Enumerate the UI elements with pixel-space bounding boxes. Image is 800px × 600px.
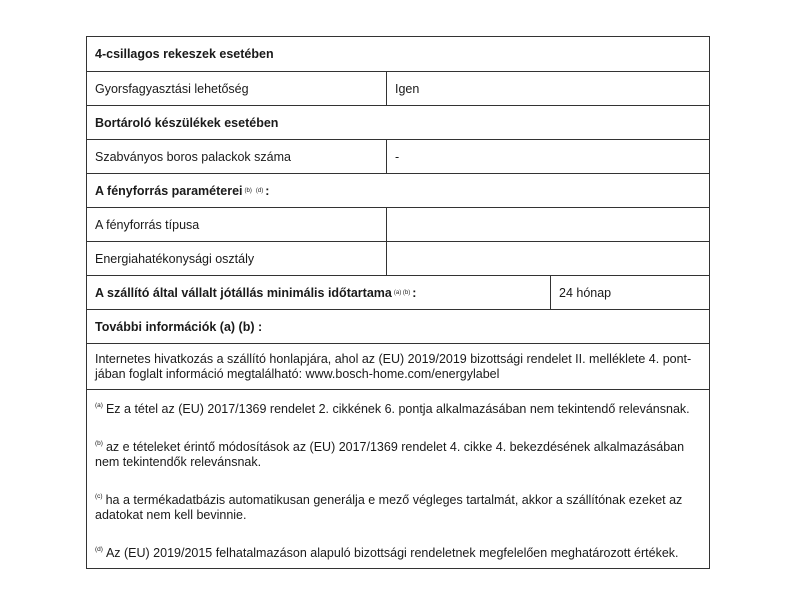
footnote-a bbox=[95, 398, 701, 417]
more-info-heading-row bbox=[87, 309, 709, 343]
light-heading-cell bbox=[87, 174, 709, 207]
light-heading-suffix: : bbox=[265, 183, 270, 198]
light-heading-row bbox=[87, 173, 709, 207]
warranty-label-cell bbox=[87, 276, 551, 309]
wine-heading: Bortároló készülékek esetében bbox=[95, 115, 279, 130]
warranty-label: A szállító által vállalt jótállás minimális időtartama bbox=[95, 285, 392, 300]
four-star-heading-row bbox=[87, 37, 709, 71]
four-star-heading: 4-csillagos rekeszek esetében bbox=[95, 47, 274, 61]
more-info-heading: További információk (a) (b) : bbox=[95, 319, 263, 334]
fast-freeze-value: Igen bbox=[395, 81, 420, 96]
footnote-b-mark: (b) bbox=[95, 440, 103, 447]
footnote-b bbox=[95, 436, 701, 470]
internet-info-text: Internetes hivatkozás a szállító honlapjára, ahol az (EU) 2019/2019 bizottsági rendelet II. melléklete 4. pont-jában foglalt információ megtalálható: www.bosch-home.com/energylabel bbox=[95, 352, 692, 381]
footnote-d-mark: (d) bbox=[95, 546, 103, 553]
light-type-row bbox=[87, 207, 709, 241]
energy-class-label: Energiahatékonysági osztály bbox=[87, 242, 387, 275]
bottles-label: Szabványos boros palackok száma bbox=[87, 140, 387, 173]
warranty-suffix: : bbox=[412, 285, 417, 300]
footnote-a-mark: (a) bbox=[95, 402, 103, 409]
fast-freeze-label: Gyorsfagyasztási lehetőség bbox=[87, 72, 387, 105]
bottles-row bbox=[87, 139, 709, 173]
footnote-c-mark: (c) bbox=[95, 493, 103, 500]
light-footnote-ref-b: (b) bbox=[244, 187, 252, 194]
fast-freeze-row bbox=[87, 71, 709, 105]
footnote-b-text: az e tételeket érintő módosítások az (EU) 2017/1369 rendelet 4. cikke 4. bekezdésének alkalmazásában nem tekintendők relevánsnak. bbox=[95, 440, 685, 469]
warranty-footnote-refs: (a) (b) bbox=[393, 289, 411, 296]
light-type-label: A fényforrás típusa bbox=[87, 208, 387, 241]
footnote-d-text: Az (EU) 2019/2015 felhatalmazáson alapuló bizottsági rendeletnek megfelelően meghatározott értékek. bbox=[105, 546, 679, 560]
energy-class-row bbox=[87, 241, 709, 275]
footnote-a-text: Ez a tétel az (EU) 2017/1369 rendelet 2. cikkének 6. pontja alkalmazásában nem tekintendő relevánsnak. bbox=[105, 402, 690, 416]
product-info-table bbox=[86, 36, 710, 569]
warranty-row bbox=[87, 275, 709, 309]
wine-heading-row bbox=[87, 105, 709, 139]
internet-info-row bbox=[87, 343, 709, 389]
footnotes-row bbox=[87, 389, 709, 568]
light-footnote-ref-d: (d) bbox=[255, 187, 264, 194]
energy-class-value bbox=[387, 242, 709, 275]
light-type-value bbox=[387, 208, 709, 241]
bottles-value: - bbox=[395, 149, 400, 164]
footnote-c-text: ha a termékadatbázis automatikusan generálja e mező végleges tartalmát, akkor a szállítónak ezeket az adatokat nem kell bevinnie. bbox=[95, 493, 683, 522]
light-heading: A fényforrás paraméterei bbox=[95, 183, 243, 198]
warranty-value: 24 hónap bbox=[559, 285, 612, 300]
footnotes-block bbox=[87, 390, 709, 568]
footnote-c bbox=[95, 489, 701, 523]
footnote-d bbox=[95, 542, 701, 561]
